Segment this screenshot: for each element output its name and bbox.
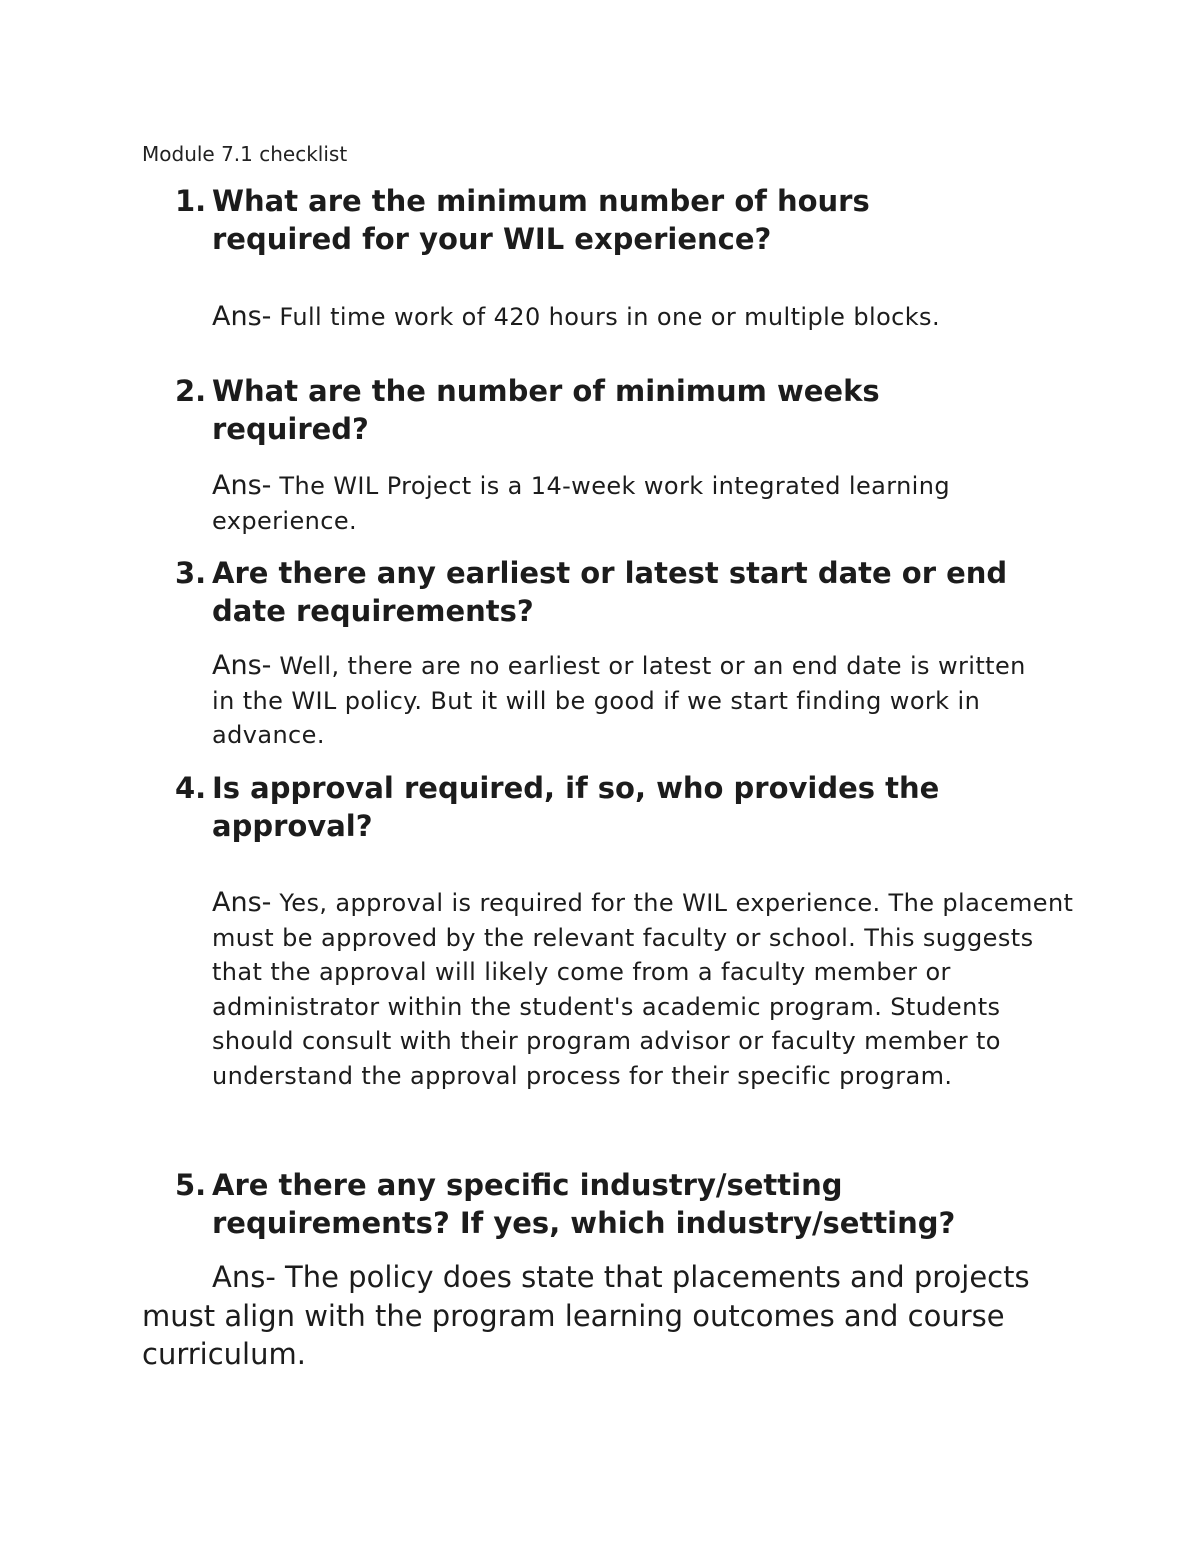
answer-text [212, 886, 1082, 1094]
answer-body: The WIL Project is a 14-week work integrated learning experience. [212, 472, 950, 535]
question-text: Is approval required, if so, who provides the approval? [212, 771, 940, 843]
answer-body: Well, there are no earliest or latest or an end date is written in the WIL policy. But it will be good if we start finding work in advance. [212, 652, 1026, 750]
question-number: 1. [175, 184, 207, 218]
answer-text [212, 300, 1112, 335]
question-number: 4. [175, 771, 207, 805]
answer-prefix: Ans- [212, 650, 272, 681]
answer-text [212, 469, 1062, 538]
answer-prefix: Ans- [212, 887, 272, 918]
question-number: 2. [175, 374, 207, 408]
question-number: 5. [175, 1168, 207, 1202]
question-text: Are there any specific industry/setting requirements? If yes, which industry/setting? [212, 1168, 956, 1240]
answer-body: The policy does state that placements and projects must align with the program learning outcomes and course curriculum. [142, 1260, 1030, 1371]
answer-prefix: Ans- [212, 301, 272, 332]
answer-body: Yes, approval is required for the WIL experience. The placement must be approved by the relevant faculty or school. This suggests that the approval will likely come from a faculty member or administrator within the student's academic program. Students should consult with their program advisor or faculty member to understand the approval process for their specific program. [212, 889, 1074, 1090]
question-text: What are the number of minimum weeks required? [212, 374, 880, 446]
document-title: Module 7.1 checklist [142, 142, 348, 166]
question-number: 3. [175, 556, 207, 590]
answer-text [212, 649, 1042, 753]
question-text: Are there any earliest or latest start date or end date requirements? [212, 556, 1008, 628]
answer-text [142, 1258, 1062, 1374]
answer-prefix: Ans- [212, 470, 272, 501]
answer-body: Full time work of 420 hours in one or multiple blocks. [271, 303, 940, 331]
answer-prefix: Ans- [212, 1260, 276, 1294]
question-text: What are the minimum number of hours required for your WIL experience? [212, 184, 870, 256]
